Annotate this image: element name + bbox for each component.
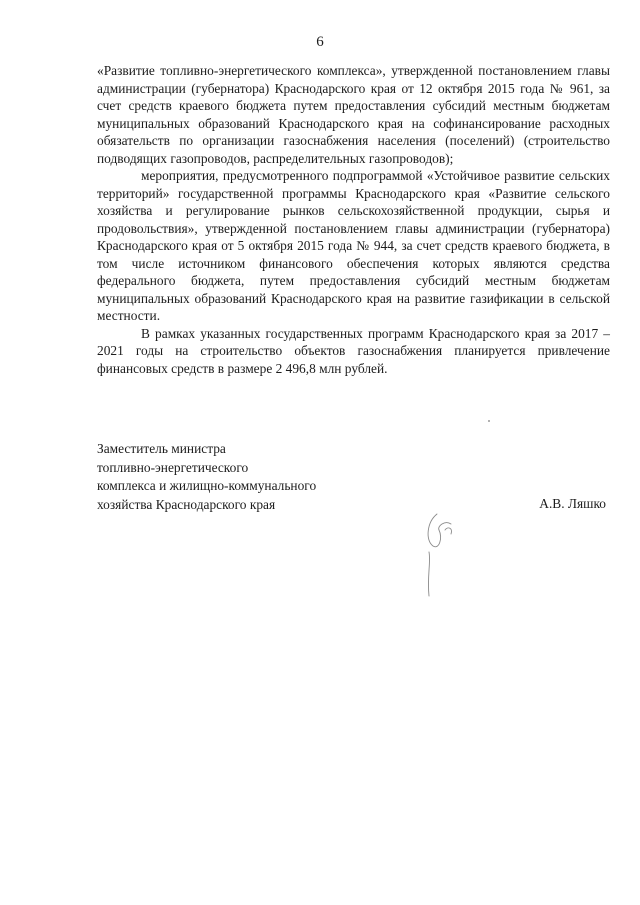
signatory-position-line: Заместитель министра [97,441,226,456]
signatory-position-line: комплекса и жилищно-коммунального [97,478,317,493]
signatory-position-line: топливно-энергетического [97,459,249,475]
page-number: 6 [316,34,324,50]
scan-speck [488,420,490,422]
paragraph: «Развитие топливно-энергетического комплекса», утвержденной постановлением главы администрации (губернатора) Краснодарского края от 12 октября 2015 года № 961, за счет средств краевого бюджета путем предоставления субсидий местным бюджетам муниципальных образований Краснодарского края на софинансирование расходных обязательств по организации газоснабжения населения (поселений) (строительство подводящих газопроводов, распределительных газопроводов); [97,63,610,166]
paragraph: мероприятия, предусмотренного подпрограммой «Устойчивое развитие сельских территорий» государственной программы Краснодарского края «Развитие сельского хозяйства и регулирование рынков сельскохозяйственной продукции, сырья и продовольствия», утвержденной постановлением главы администрации (губернатора) Краснодарского края от 5 октября 2015 года № 944, за счет средств краевого бюджета, в том числе источником финансового обеспечения которых являются средства федерального бюджета, путем предоставления субсидий местным бюджетам муниципальных образований Краснодарского края на развитие газификации в сельской местности. [97,168,610,323]
body-text [97,62,610,377]
paragraph: В рамках указанных государственных программ Краснодарского края за 2017 – 2021 годы на строительство объектов газоснабжения планируется привлечение финансовых средств в размере 2 496,8 млн рублей. [97,325,610,376]
signatory-name: А.В. Ляшко [539,496,606,511]
handwritten-signature [415,500,465,600]
signatory-position-line: хозяйства Краснодарского края [97,496,276,512]
signature-block [97,440,610,514]
